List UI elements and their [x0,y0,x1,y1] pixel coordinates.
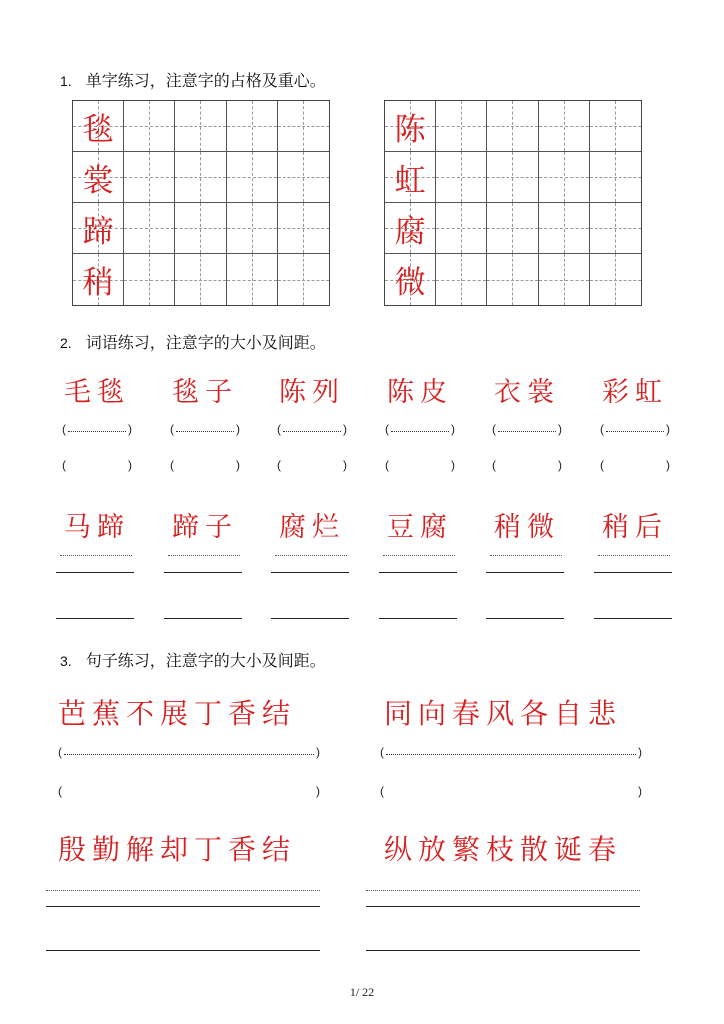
model-char: 陈 [394,111,426,148]
model-char: 虹 [394,162,426,199]
practice-cell[interactable] [487,101,538,152]
practice-cell[interactable] [590,254,641,305]
practice-cell[interactable] [539,152,590,203]
word-row2-item: 马蹄 [64,512,130,543]
writing-line[interactable] [486,572,564,573]
practice-cell[interactable] [539,101,590,152]
model-char: 稍 [82,265,114,301]
practice-cell[interactable] [278,152,329,203]
model-char: 裳 [82,162,114,199]
page-number: 1/ 22 [349,985,375,999]
word-row1-item: 毯子 [172,377,238,408]
word-row1-item: 陈皮 [387,377,453,408]
writing-line[interactable] [164,618,242,619]
answer-paren[interactable]: ( ) [170,458,240,472]
writing-guide-dotted [60,555,132,556]
word-row2-item: 稍后 [602,512,668,543]
practice-cell[interactable] [227,254,278,305]
practice-cell[interactable] [436,203,487,254]
writing-guide-dotted [46,890,320,891]
model-char-cell [73,152,124,203]
writing-line[interactable] [379,618,457,619]
practice-cell[interactable] [124,101,175,152]
practice-cell[interactable] [487,152,538,203]
practice-cell[interactable] [539,254,590,305]
answer-paren[interactable]: ( ) [58,784,320,798]
writing-line[interactable] [366,950,640,951]
practice-cell[interactable] [590,101,641,152]
practice-cell[interactable] [278,101,329,152]
practice-cell[interactable] [278,203,329,254]
answer-paren[interactable]: ( ) [62,458,132,472]
writing-line[interactable] [46,950,320,951]
practice-cell[interactable] [175,152,226,203]
writing-line[interactable] [379,572,457,573]
section-title: 词语练习，注意字的大小及间距。 [85,333,326,352]
answer-paren[interactable]: ( ) [277,458,347,472]
practice-cell[interactable] [487,254,538,305]
writing-line[interactable] [56,618,134,619]
answer-paren[interactable]: ( ) [600,458,670,472]
section-2-heading [60,330,326,353]
word-row1-item: 毛毯 [64,377,130,408]
practice-cell[interactable] [227,152,278,203]
practice-cell[interactable] [436,254,487,305]
writing-guide-dotted [598,555,670,556]
word-row2-item: 腐烂 [279,512,345,543]
answer-paren-dotted[interactable]: ( ) [170,422,240,436]
word-row2-item: 稍微 [494,512,560,543]
model-char: 腐 [394,213,426,250]
writing-line[interactable] [271,618,349,619]
writing-line[interactable] [164,572,242,573]
writing-line[interactable] [56,572,134,573]
writing-guide-dotted [275,555,347,556]
answer-paren[interactable]: ( ) [380,784,642,798]
word-row2-item: 蹄子 [172,512,238,543]
practice-cell[interactable] [436,152,487,203]
practice-cell[interactable] [590,152,641,203]
model-char-cell [73,101,124,152]
word-row1-item: 陈列 [279,377,345,408]
writing-line[interactable] [594,572,672,573]
practice-cell[interactable] [124,152,175,203]
writing-guide-dotted [366,890,640,891]
model-char-cell [73,254,124,305]
model-char-cell [385,101,436,152]
writing-line[interactable] [594,618,672,619]
word-row1-item: 衣裳 [494,377,560,408]
section-3-heading [60,648,326,671]
model-char-cell [385,203,436,254]
word-row1-item: 彩虹 [602,377,668,408]
practice-cell[interactable] [539,203,590,254]
writing-line[interactable] [366,906,640,907]
sentence-2: 同向春风各自悲 [384,697,623,730]
writing-guide-dotted [383,555,455,556]
model-char: 微 [394,265,426,301]
writing-line[interactable] [46,906,320,907]
writing-line[interactable] [271,572,349,573]
practice-cell[interactable] [227,203,278,254]
section-1-heading [60,68,326,91]
practice-cell[interactable] [590,203,641,254]
model-char-cell [385,152,436,203]
section-number: 2. [60,335,72,351]
answer-paren[interactable]: ( ) [492,458,562,472]
practice-grid-left [72,100,330,306]
section-title: 句子练习，注意字的大小及间距。 [85,651,326,670]
sentence-4: 纵放繁枝散诞春 [384,833,623,866]
answer-paren-dotted[interactable]: ( ) [492,422,562,436]
practice-cell[interactable] [124,203,175,254]
section-number: 3. [60,653,72,669]
section-title: 单字练习，注意字的占格及重心。 [85,71,326,90]
writing-guide-dotted [168,555,240,556]
practice-grid-right [384,100,642,306]
sentence-3: 殷勤解却丁香结 [58,833,297,866]
word-row2-item: 豆腐 [387,512,453,543]
practice-cell[interactable] [436,101,487,152]
model-char-cell [73,203,124,254]
practice-cell[interactable] [175,254,226,305]
practice-cell[interactable] [487,203,538,254]
model-char-cell [385,254,436,305]
answer-paren-dotted[interactable]: ( ) [62,422,132,436]
answer-paren[interactable]: ( ) [385,458,455,472]
answer-paren-dotted[interactable]: ( ) [600,422,670,436]
answer-paren-dotted[interactable]: ( ) [380,745,642,759]
model-char: 蹄 [82,213,114,250]
section-number: 1. [60,73,72,89]
practice-cell[interactable] [278,254,329,305]
writing-line[interactable] [486,618,564,619]
answer-paren-dotted[interactable]: ( ) [277,422,347,436]
writing-guide-dotted [490,555,562,556]
answer-paren-dotted[interactable]: ( ) [385,422,455,436]
practice-cell[interactable] [124,254,175,305]
model-char: 毯 [82,111,114,148]
practice-cell[interactable] [175,203,226,254]
practice-cell[interactable] [175,101,226,152]
sentence-1: 芭蕉不展丁香结 [58,697,297,730]
practice-cell[interactable] [227,101,278,152]
answer-paren-dotted[interactable]: ( ) [58,745,320,759]
